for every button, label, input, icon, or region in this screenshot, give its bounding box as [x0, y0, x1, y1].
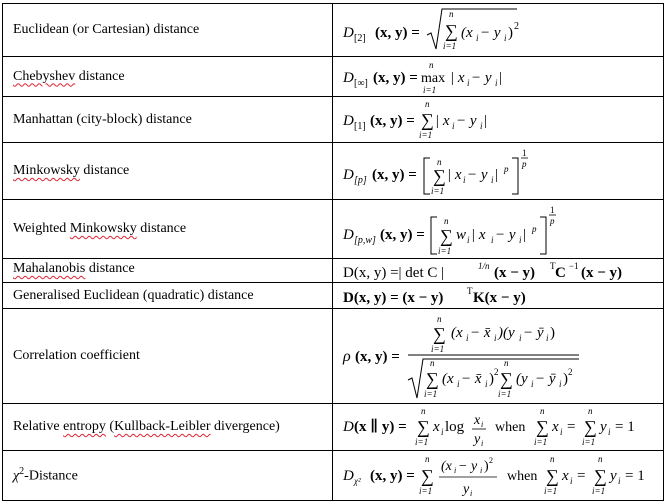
kl-formula	[341, 405, 661, 450]
svg-text:n: n	[425, 453, 430, 464]
svg-text:[2]: [2]	[354, 33, 366, 44]
svg-text:i: i	[495, 77, 498, 88]
svg-text:− y: − y	[471, 69, 492, 86]
svg-text:n: n	[598, 453, 603, 464]
measure-name-text: distance	[136, 221, 187, 236]
svg-text:i=1: i=1	[419, 485, 433, 496]
svg-text:i: i	[452, 120, 455, 131]
svg-text:log: log	[445, 418, 465, 435]
svg-text:1/n: 1/n	[478, 260, 490, 271]
svg-text:n: n	[504, 357, 509, 368]
svg-text:− ȳ: − ȳ	[523, 324, 544, 341]
table-row	[3, 97, 664, 143]
measure-name-text: distance	[75, 68, 125, 84]
chebyshev-formula	[341, 58, 661, 96]
svg-text:i: i	[570, 475, 573, 486]
svg-text:i=1: i=1	[443, 41, 457, 51]
table-row	[3, 283, 664, 309]
svg-text:i=1: i=1	[582, 436, 596, 447]
formula-manhattan	[333, 97, 664, 143]
measure-name-text: Mahalanobis	[13, 261, 86, 276]
svg-text:i: i	[560, 426, 563, 437]
table-row	[3, 404, 664, 451]
svg-text:i: i	[476, 33, 479, 43]
svg-text:i: i	[608, 426, 611, 437]
svg-text:∑: ∑	[584, 416, 597, 437]
svg-text:− ȳ: − ȳ	[535, 370, 556, 387]
svg-text:∑: ∑	[421, 465, 434, 486]
svg-text:2: 2	[568, 366, 573, 377]
svg-text:n: n	[430, 357, 435, 368]
svg-text:| x: | x	[450, 69, 465, 86]
svg-text:when: when	[507, 468, 538, 484]
measure-name-text: Minkowsky	[69, 221, 137, 236]
svg-text:when: when	[495, 419, 526, 435]
svg-text:p: p	[504, 163, 509, 174]
svg-text:(x ∥ y) =: (x ∥ y) =	[354, 418, 407, 435]
measure-name	[3, 451, 333, 501]
svg-text:(x, y) =: (x, y) =	[370, 112, 415, 129]
svg-text:=: =	[567, 418, 576, 435]
svg-text:p: p	[522, 158, 527, 169]
svg-text:i=1: i=1	[415, 436, 429, 447]
svg-text:): )	[489, 370, 494, 387]
svg-text:|: |	[495, 166, 499, 183]
svg-text:x: x	[552, 418, 559, 435]
svg-text:x: x	[474, 412, 481, 428]
svg-text:): )	[508, 25, 513, 41]
svg-text:∑: ∑	[536, 416, 549, 437]
svg-text:D: D	[343, 25, 354, 41]
measure-name	[3, 97, 333, 143]
svg-text:(x, y) =: (x, y) =	[355, 348, 400, 365]
correlation-formula	[341, 310, 661, 403]
svg-text:D: D	[343, 226, 354, 243]
svg-text:2: 2	[514, 21, 519, 32]
svg-text:D: D	[343, 467, 354, 484]
measure-name	[3, 143, 333, 200]
svg-text:(x: (x	[451, 324, 463, 341]
measure-name-text: Manhattan (city-block) distance	[13, 111, 192, 127]
svg-text:|: |	[484, 112, 488, 129]
svg-text:i: i	[480, 465, 483, 475]
svg-text:n: n	[444, 215, 449, 226]
svg-text:(y: (y	[516, 370, 528, 387]
svg-text:− y: − y	[467, 166, 488, 183]
svg-text:x: x	[433, 418, 440, 435]
svg-text:i: i	[504, 33, 507, 43]
svg-text:i: i	[519, 332, 522, 343]
measure-name-text: (	[105, 419, 115, 434]
svg-text:i=1: i=1	[592, 485, 606, 496]
formula-minkowsky	[333, 143, 664, 200]
svg-text:χ²: χ²	[354, 475, 361, 486]
measure-name	[3, 404, 333, 451]
svg-text:|: |	[523, 226, 527, 243]
measure-name-text: divergence)	[210, 419, 280, 434]
svg-text:): )	[484, 458, 489, 474]
table-row	[3, 259, 664, 283]
svg-text:y: y	[474, 431, 481, 447]
svg-text:i: i	[494, 332, 497, 343]
svg-text:i: i	[491, 174, 494, 185]
euclidean-formula	[341, 5, 661, 55]
svg-text:[p,w]: [p,w]	[354, 234, 376, 246]
svg-text:− y: − y	[480, 25, 501, 41]
svg-text:w: w	[456, 226, 467, 243]
svg-text:i: i	[466, 332, 469, 343]
svg-text:i=1: i=1	[498, 388, 512, 399]
formula-chebyshev	[333, 57, 664, 97]
table-row	[3, 57, 664, 97]
svg-text:n: n	[540, 405, 545, 416]
measure-name-text: 2	[19, 466, 25, 478]
generalised-formula	[341, 284, 661, 308]
formula-euclidean	[333, 4, 664, 57]
svg-text:|: |	[499, 69, 503, 86]
svg-text:(x, y) =: (x, y) =	[372, 166, 417, 183]
svg-text:2: 2	[494, 366, 499, 377]
svg-text:i: i	[531, 378, 534, 389]
svg-text:i: i	[480, 120, 483, 131]
svg-text:= 1: = 1	[615, 418, 635, 435]
svg-text:[p]: [p]	[354, 174, 367, 186]
distance-measures-table	[2, 3, 664, 501]
svg-text:| x: | x	[471, 226, 486, 243]
weighted-minkowsky-formula	[341, 201, 661, 258]
measure-name-text: Euclidean (or Cartesian) distance	[13, 22, 200, 37]
manhattan-formula	[341, 98, 661, 142]
svg-text:(x, y) =: (x, y) =	[373, 69, 418, 86]
svg-text:∑: ∑	[594, 465, 607, 486]
svg-text:∑: ∑	[433, 165, 446, 186]
svg-text:max: max	[421, 70, 446, 86]
svg-text:T: T	[550, 260, 556, 271]
svg-text:D: D	[343, 69, 354, 86]
svg-text:∑: ∑	[433, 323, 446, 344]
svg-text:n: n	[449, 9, 454, 19]
measure-name-text: distance	[85, 261, 135, 276]
svg-text:− y: − y	[495, 226, 516, 243]
svg-text:| x: | x	[447, 166, 462, 183]
minkowsky-formula	[341, 144, 661, 199]
svg-text:n: n	[429, 59, 434, 70]
svg-text:): )	[550, 324, 555, 341]
svg-text:∑: ∑	[426, 368, 439, 389]
svg-text:i=1: i=1	[431, 343, 445, 354]
measure-name-text: Chebyshev	[13, 68, 76, 84]
table-row	[3, 451, 664, 501]
svg-text:ρ: ρ	[343, 347, 351, 365]
svg-text:i: i	[441, 426, 444, 437]
formula-chi	[333, 451, 664, 501]
table-row	[3, 200, 664, 259]
svg-text:p: p	[532, 223, 537, 234]
svg-text:i: i	[470, 488, 473, 498]
measure-name-text: Relative	[13, 419, 64, 434]
svg-text:D(x, y) =| det C |: D(x, y) =| det C |	[343, 264, 445, 281]
svg-text:− y: − y	[458, 458, 478, 474]
svg-text:∑: ∑	[500, 368, 513, 389]
svg-text:i: i	[454, 465, 457, 475]
svg-text:= 1: = 1	[625, 467, 645, 484]
svg-text:i: i	[491, 234, 494, 245]
svg-text:y: y	[600, 418, 607, 435]
svg-text:i=1: i=1	[423, 84, 437, 95]
formula-mahalanobis	[333, 259, 664, 283]
measure-name-text: Minkowsky	[13, 163, 80, 178]
measure-name-text: -Distance	[24, 468, 78, 484]
svg-text:i: i	[481, 438, 484, 448]
measure-name	[3, 4, 333, 57]
svg-text:n: n	[588, 405, 593, 416]
svg-text:i=1: i=1	[534, 436, 548, 447]
table-row	[3, 309, 664, 404]
svg-text:T: T	[467, 285, 473, 296]
svg-text:(x, y) =: (x, y) =	[370, 467, 415, 484]
svg-text:i: i	[467, 234, 470, 245]
measure-name-text: χ	[13, 468, 20, 484]
svg-text:i=1: i=1	[544, 485, 558, 496]
measure-name	[3, 259, 333, 283]
svg-text:=: =	[577, 467, 586, 484]
svg-text:(x − y): (x − y)	[494, 264, 536, 281]
svg-text:i: i	[467, 77, 470, 88]
measure-name	[3, 200, 333, 259]
svg-text:− x̄: − x̄	[461, 370, 482, 387]
svg-text:y: y	[463, 481, 470, 497]
svg-text:n: n	[421, 405, 426, 416]
measure-name-text: entropy	[63, 419, 106, 434]
svg-text:∑: ∑	[421, 109, 434, 130]
svg-text:i: i	[457, 378, 460, 389]
measure-name	[3, 283, 333, 309]
svg-text:D: D	[343, 418, 354, 435]
svg-text:D: D	[343, 112, 354, 129]
measure-name-text: distance	[79, 163, 130, 178]
svg-text:K(x − y): K(x − y)	[473, 289, 526, 306]
mahalanobis-formula	[341, 260, 661, 282]
svg-text:1: 1	[550, 204, 555, 215]
svg-text:i=1: i=1	[431, 185, 445, 196]
svg-text:− x̄: − x̄	[470, 324, 491, 341]
measure-name-text: Generalised Euclidean (quadratic) distance	[13, 287, 254, 303]
svg-text:i=1: i=1	[424, 388, 438, 399]
svg-text:n: n	[425, 98, 430, 109]
svg-text:n: n	[437, 313, 442, 324]
table-row	[3, 4, 664, 57]
measure-name-text: Kullback-Leibler	[114, 419, 211, 434]
svg-text:∑: ∑	[445, 21, 458, 41]
svg-text:(x: (x	[442, 370, 454, 387]
formula-weighted-minkowsky	[333, 200, 664, 259]
svg-text:∑: ∑	[417, 416, 430, 437]
formula-correlation	[333, 309, 664, 404]
svg-text:C: C	[555, 264, 566, 281]
svg-text:i: i	[519, 234, 522, 245]
svg-text:2: 2	[489, 455, 493, 465]
svg-text:D(x, y) = (x − y): D(x, y) = (x − y)	[343, 289, 444, 306]
svg-text:(x − y): (x − y)	[581, 264, 623, 281]
svg-text:x: x	[562, 467, 569, 484]
svg-text:| x: | x	[435, 112, 450, 129]
svg-text:y: y	[610, 467, 617, 484]
svg-text:∑: ∑	[440, 225, 453, 246]
svg-text:[∞]: [∞]	[354, 77, 368, 89]
svg-text:−1: −1	[569, 260, 579, 271]
formula-kl	[333, 404, 664, 451]
svg-text:[1]: [1]	[354, 120, 366, 132]
svg-text:i: i	[618, 475, 621, 486]
svg-text:)(y: )(y	[498, 324, 515, 341]
table-row	[3, 143, 664, 200]
svg-text:D: D	[343, 166, 354, 183]
svg-text:(x: (x	[441, 458, 452, 474]
svg-text:(x: (x	[461, 25, 473, 41]
svg-text:(x, y) =: (x, y) =	[380, 226, 425, 243]
svg-text:i: i	[546, 332, 549, 343]
svg-text:1: 1	[522, 147, 527, 158]
svg-text:i: i	[481, 419, 484, 429]
svg-text:n: n	[437, 156, 442, 167]
svg-text:i=1: i=1	[419, 129, 433, 140]
svg-text:i=1: i=1	[438, 245, 452, 256]
chi-formula	[341, 452, 661, 500]
svg-text:i: i	[463, 174, 466, 185]
measure-name	[3, 309, 333, 404]
svg-text:− y: − y	[456, 112, 477, 129]
formula-generalised	[333, 283, 664, 309]
svg-text:∑: ∑	[546, 465, 559, 486]
svg-text:(x, y) =: (x, y) =	[375, 25, 420, 41]
svg-text:i: i	[559, 378, 562, 389]
measure-name-text: Weighted	[13, 221, 70, 236]
svg-text:n: n	[550, 453, 555, 464]
svg-text:i: i	[485, 378, 488, 389]
svg-text:): )	[563, 370, 568, 387]
measure-name	[3, 57, 333, 97]
svg-text:p: p	[550, 215, 555, 226]
measure-name-text: Correlation coefficient	[13, 348, 140, 363]
